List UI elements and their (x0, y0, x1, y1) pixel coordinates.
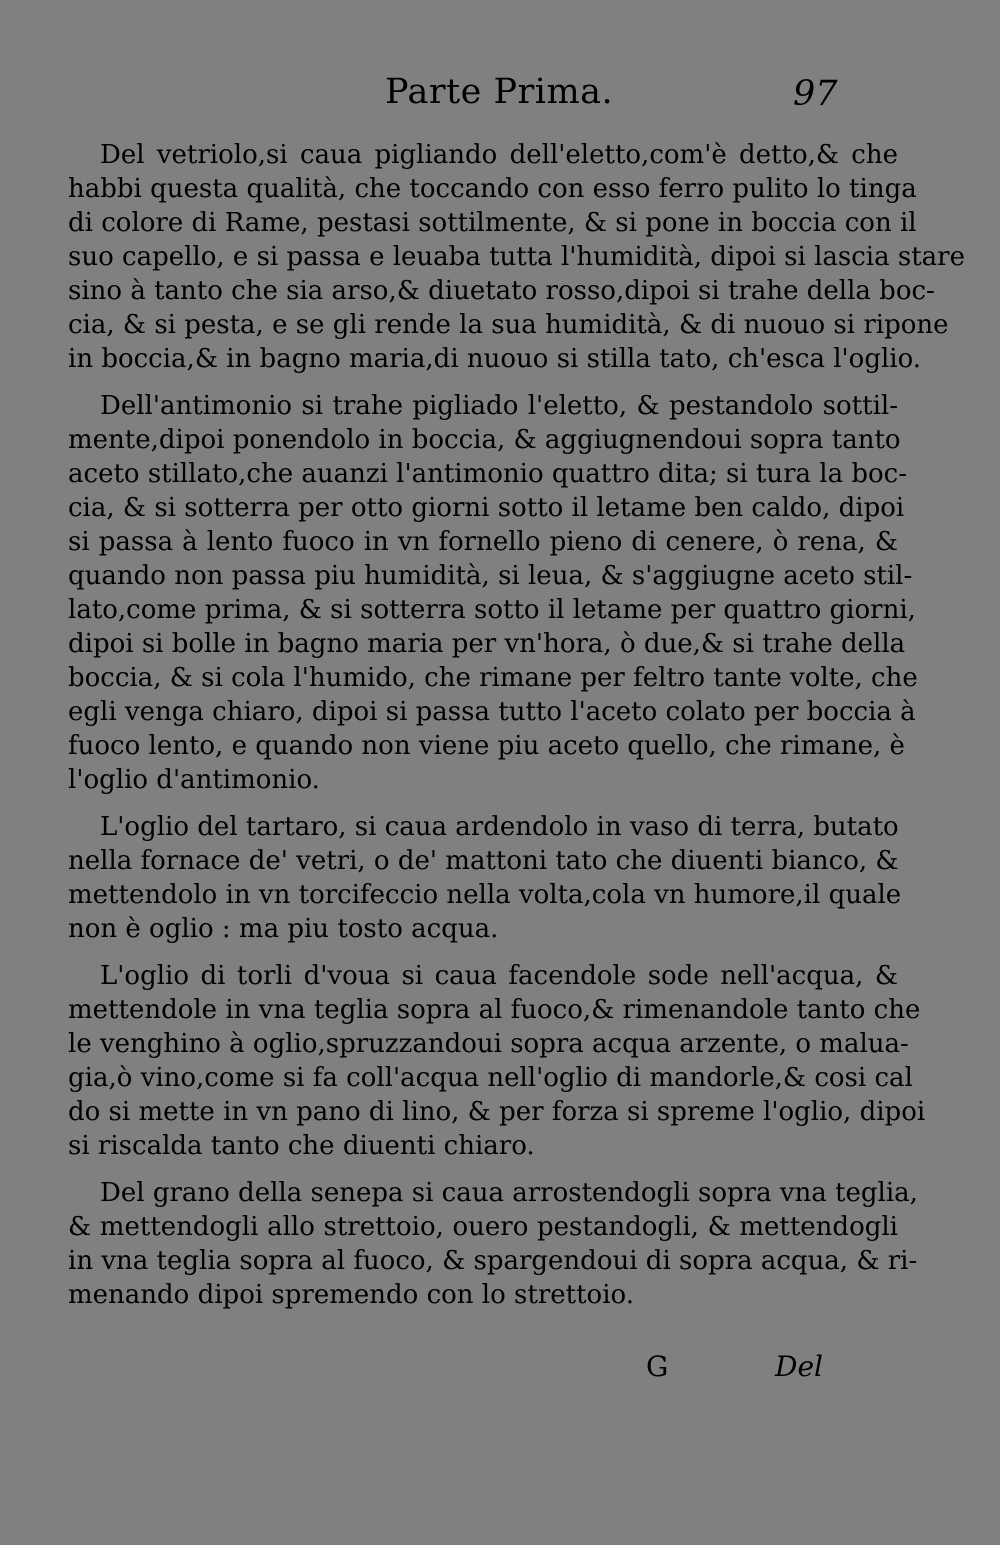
text-line: si riscalda tanto che diuenti chiaro. (68, 1131, 535, 1161)
paragraph-vetriolo (68, 138, 965, 376)
text-line: sino à tanto che sia arso,& diuetato rosso,dipoi si trahe della boc- (68, 276, 935, 306)
page-number: 97 (793, 74, 838, 114)
text-line: nella fornace de' vetri, o de' mattoni tato che diuenti bianco, & (68, 846, 899, 876)
catchword: Del (775, 1350, 823, 1383)
paragraph-senepa (68, 1176, 918, 1312)
text-line: suo capello, e si passa e leuaba tutta l'humidità, dipoi si lascia stare (68, 242, 965, 272)
text-line: mettendolo in vn torcifeccio nella volta,cola vn humore,il quale (68, 880, 902, 910)
text-line: Del vetriolo,si caua pigliando dell'eletto,com'è detto,& che (100, 140, 898, 170)
text-line: lato,come prima, & si sotterra sotto il letame per quattro giorni, (68, 595, 916, 625)
text-line: Dell'antimonio si trahe pigliado l'eletto, & pestandolo sottil- (100, 391, 898, 421)
text-line: cia, & si pesta, e se gli rende la sua humidità, & di nuouo si ripone (68, 310, 949, 340)
text-line: do si mette in vn pano di lino, & per forza si spreme l'oglio, dipoi (68, 1097, 926, 1127)
text-line: menando dipoi spremendo con lo strettoio. (68, 1280, 634, 1310)
text-line: habbi questa qualità, che toccando con esso ferro pulito lo tinga (68, 174, 917, 204)
text-line: gia,ò vino,come si fa coll'acqua nell'oglio di mandorle,& cosi cal (68, 1063, 913, 1093)
paragraph-antimonio (68, 389, 918, 797)
text-line: & mettendogli allo strettoio, ouero pestandogli, & mettendogli (68, 1212, 898, 1242)
text-line: si passa à lento fuoco in vn fornello pieno di cenere, ò rena, & (68, 527, 898, 557)
text-line: fuoco lento, e quando non viene piu aceto quello, che rimane, è (68, 731, 905, 761)
text-line: l'oglio d'antimonio. (68, 765, 320, 795)
text-line: dipoi si bolle in bagno maria per vn'hora, ò due,& si trahe della (68, 629, 906, 659)
text-line: mente,dipoi ponendolo in boccia, & aggiugnendoui sopra tanto (68, 425, 901, 455)
text-line: L'oglio del tartaro, si caua ardendolo in vaso di terra, butato (100, 812, 899, 842)
text-line: quando non passa piu humidità, si leua, & s'aggiugne aceto stil- (68, 561, 913, 591)
text-line: aceto stillato,che auanzi l'antimonio quattro dita; si tura la boc- (68, 459, 908, 489)
text-line: in boccia,& in bagno maria,di nuouo si stilla tato, ch'esca l'oglio. (68, 344, 922, 374)
text-line: L'oglio di torli d'voua si caua facendole sode nell'acqua, & (100, 961, 898, 991)
paragraph-tartaro (68, 810, 902, 946)
running-title: Parte Prima. (385, 72, 614, 112)
text-line: in vna teglia sopra al fuoco, & spargendoui di sopra acqua, & ri- (68, 1246, 918, 1276)
signature-mark: G (646, 1350, 669, 1383)
paragraph-torli-voua (68, 959, 926, 1163)
text-line: le venghino à oglio,spruzzandoui sopra acqua arzente, o malua- (68, 1029, 909, 1059)
body-text (68, 138, 965, 1312)
text-line: boccia, & si cola l'humido, che rimane per feltro tante volte, che (68, 663, 918, 693)
text-line: non è oglio : ma piu tosto acqua. (68, 914, 499, 944)
text-line: mettendole in vna teglia sopra al fuoco,& rimenandole tanto che (68, 995, 921, 1025)
text-line: cia, & si sotterra per otto giorni sotto il letame ben caldo, dipoi (68, 493, 905, 523)
running-head (0, 72, 1000, 122)
text-line: di colore di Rame, pestasi sottilmente, & si pone in boccia con il (68, 208, 917, 238)
text-line: Del grano della senepa si caua arrostendogli sopra vna teglia, (100, 1178, 918, 1208)
text-line: egli venga chiaro, dipoi si passa tutto l'aceto colato per boccia à (68, 697, 916, 727)
